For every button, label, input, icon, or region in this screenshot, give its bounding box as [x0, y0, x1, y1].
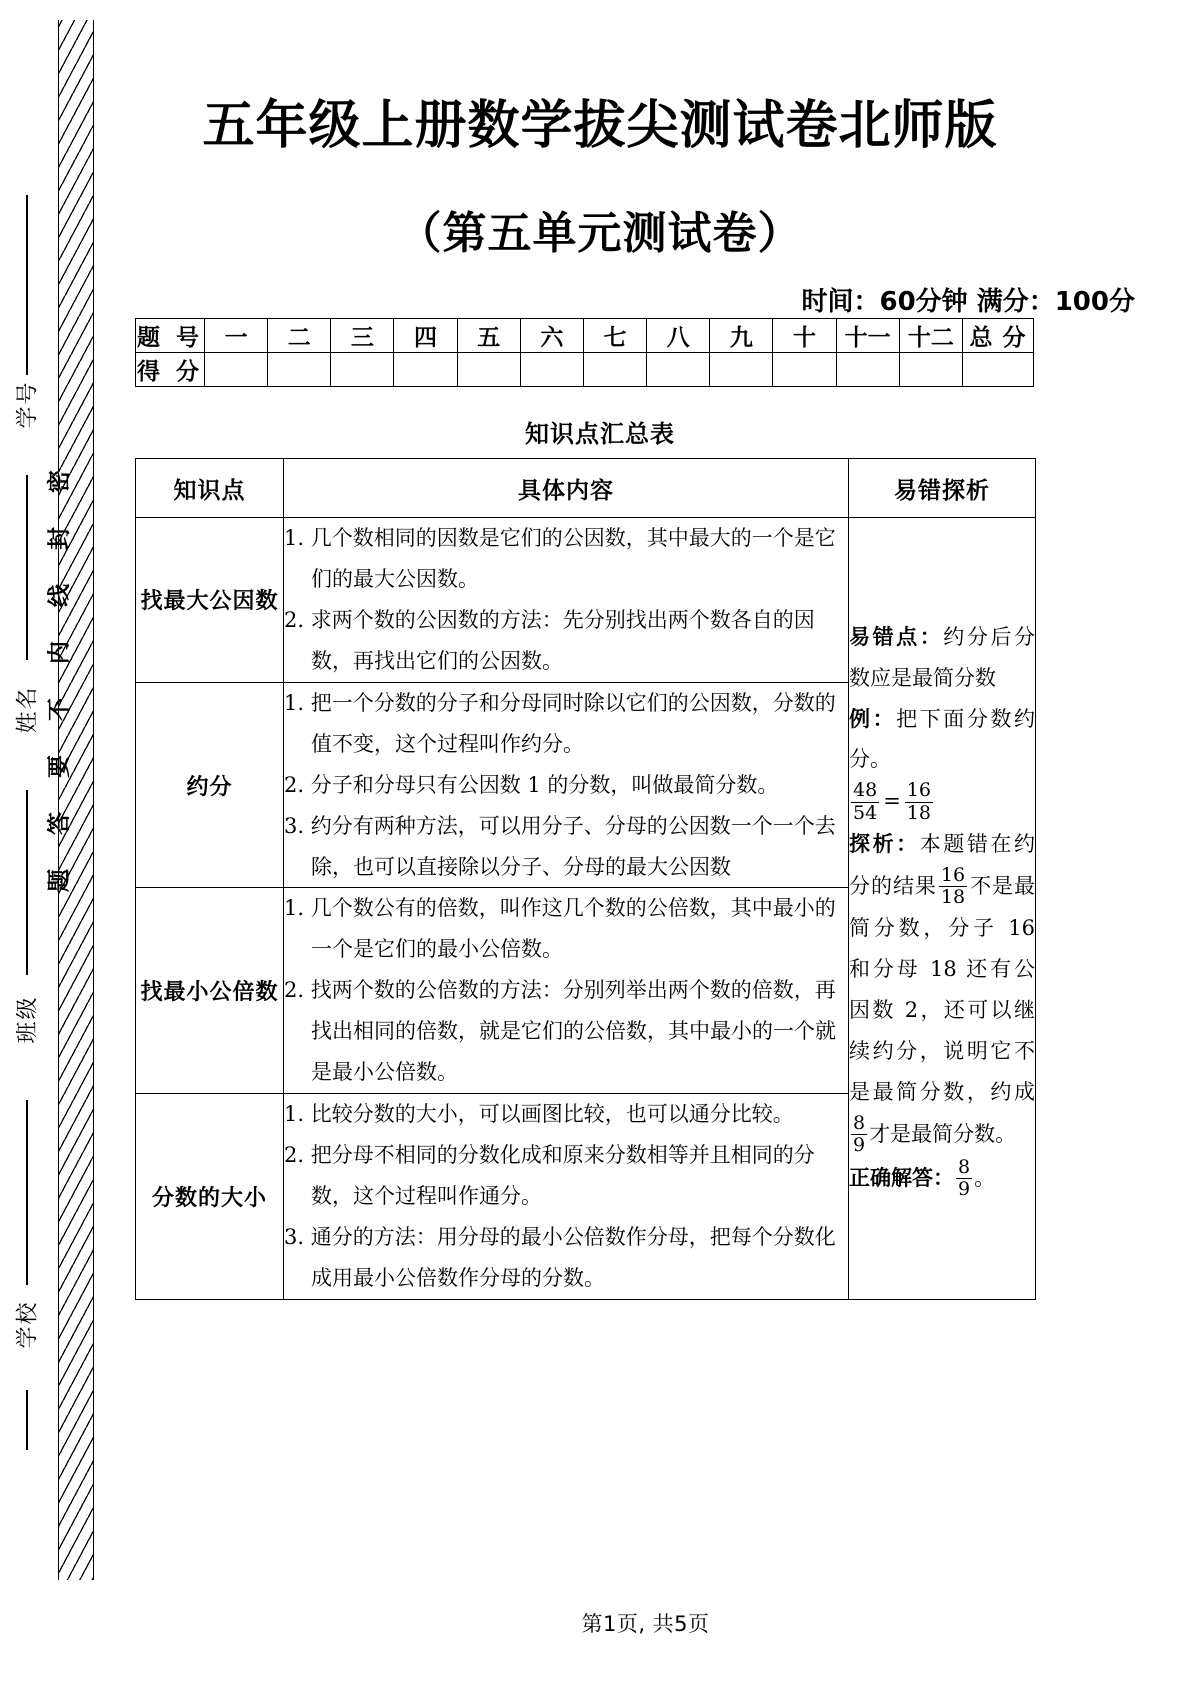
answer-period: 。 [974, 1165, 996, 1190]
correct-answer-paragraph [849, 1157, 1035, 1201]
score-total-header: 总 分 [963, 319, 1034, 353]
error-point-paragraph [849, 617, 1035, 699]
fraction-numerator: 48 [853, 779, 878, 802]
score-table [135, 318, 1034, 387]
student-field-xuexiao [6, 1300, 50, 1349]
table-header-row [136, 459, 1036, 518]
fraction-16-18-inline [939, 865, 967, 909]
fraction-denominator: 18 [906, 801, 931, 824]
score-col-header: 一 [205, 319, 268, 353]
analysis-label: 探析： [849, 830, 920, 856]
fraction-numerator: 8 [853, 1112, 866, 1135]
content-item: 1. 比较分数的大小，可以画图比较，也可以通分比较。 [284, 1102, 794, 1127]
col-header-point: 知识点 [136, 459, 284, 518]
content-item: 2. 求两个数的公因数的方法：先分别找出两个数各自的因数，再找出它们的公因数。 [284, 607, 815, 673]
exam-meta: 时间：60分钟 满分：100分 [801, 287, 1135, 317]
seal-line-char: 内 [45, 641, 73, 664]
student-field-xuehao [6, 380, 50, 429]
score-cell[interactable] [583, 353, 646, 387]
score-col-header: 七 [583, 319, 646, 353]
fraction-16-18 [905, 780, 933, 824]
content-item: 2. 找两个数的公倍数的方法：分别列举出两个数的倍数，再找出相同的倍数，就是它们的公倍数，其中最小的一个就是最小公倍数。 [284, 978, 836, 1085]
error-analysis-cell [849, 518, 1036, 1300]
col-header-error: 易错探析 [849, 459, 1036, 518]
fraction-8-9-inline [851, 1113, 867, 1157]
table-row [136, 518, 1036, 683]
score-col-header: 六 [520, 319, 583, 353]
student-field-label: 姓名 [15, 685, 41, 734]
student-field-rule [26, 1100, 28, 1285]
error-point-label: 易错点： [849, 623, 944, 649]
student-field-label: 学校 [15, 1300, 41, 1349]
content-item: 1. 把一个分数的分子和分母同时除以它们的公因数，分数的值不变，这个过程叫作约分。 [284, 690, 836, 756]
page-body [100, 0, 1191, 1684]
content-item: 1. 几个数公有的倍数，叫作这几个数的公倍数，其中最小的一个是它们的最小公倍数。 [284, 896, 836, 962]
student-field-rule [26, 195, 28, 375]
score-row-label: 题 号 [136, 319, 205, 353]
score-col-header: 十一 [836, 319, 899, 353]
score-cell[interactable] [268, 353, 331, 387]
score-cell[interactable] [647, 353, 710, 387]
fraction-denominator: 9 [958, 1177, 971, 1200]
seal-line-char: 密 [45, 470, 73, 493]
knowledge-point-content [284, 888, 849, 1094]
knowledge-point-content [284, 682, 849, 888]
table-row [136, 319, 1034, 353]
seal-line-char: 封 [45, 527, 73, 550]
seal-line-char: 题 [45, 869, 73, 892]
score-col-header: 九 [710, 319, 773, 353]
error-point-text: 约分后分数应是最简分数 [849, 624, 1036, 690]
content-item: 3. 约分有两种方法，可以用分子、分母的公因数一个一个去除，也可以直接除以分子、分母的最大公因数 [284, 813, 836, 879]
student-field-rule [26, 1390, 28, 1450]
knowledge-point-content [284, 1094, 849, 1300]
knowledge-point-name: 找最大公因数 [136, 518, 284, 683]
table-row [136, 353, 1034, 387]
score-col-header: 四 [394, 319, 457, 353]
seal-line-char: 线 [45, 584, 73, 607]
page-subtitle: （第五单元测试卷） [397, 207, 803, 259]
student-field-rule [26, 790, 28, 975]
score-total-cell[interactable] [963, 353, 1034, 387]
fraction-numerator: 8 [958, 1155, 971, 1178]
analysis-text-3: 才是最简分数。 [869, 1121, 1017, 1146]
knowledge-point-name: 分数的大小 [136, 1094, 284, 1300]
student-field-rule [26, 475, 28, 660]
fraction-numerator: 16 [906, 779, 931, 802]
student-field-label: 学号 [15, 380, 41, 429]
knowledge-point-content [284, 518, 849, 683]
score-col-header: 五 [457, 319, 520, 353]
student-field-xingming [6, 685, 50, 734]
knowledge-table-caption: 知识点汇总表 [525, 420, 675, 448]
score-cell[interactable] [899, 353, 962, 387]
content-item: 3. 通分的方法：用分母的最小公倍数作分母，把每个分数化成用最小公倍数作分母的分数。 [284, 1224, 836, 1290]
fraction-8-9-answer [956, 1157, 972, 1201]
analysis-text-1: 本题错在约分的结果 [849, 831, 1036, 898]
seal-line-text [44, 470, 74, 926]
fraction-denominator: 54 [853, 801, 878, 824]
score-col-header: 二 [268, 319, 331, 353]
score-cell[interactable] [394, 353, 457, 387]
student-field-banji [6, 995, 50, 1044]
score-col-header: 十 [773, 319, 836, 353]
fraction-denominator: 18 [940, 886, 966, 909]
error-analysis-paragraph [849, 824, 1035, 1157]
knowledge-point-name: 找最小公倍数 [136, 888, 284, 1094]
fraction-48-54 [851, 780, 879, 824]
answer-label: 正确解答： [849, 1164, 954, 1190]
error-example-paragraph [849, 699, 1035, 781]
score-cell[interactable] [520, 353, 583, 387]
score-cell[interactable] [331, 353, 394, 387]
score-col-header: 八 [647, 319, 710, 353]
knowledge-table [135, 458, 1036, 1300]
score-cell[interactable] [457, 353, 520, 387]
equals-sign: = [883, 789, 901, 814]
error-example-equation [849, 780, 1035, 824]
score-row-label: 得 分 [136, 353, 205, 387]
fraction-numerator: 16 [940, 863, 966, 886]
seal-line-char: 要 [45, 755, 73, 778]
content-item: 2. 把分母不相同的分数化成和原来分数相等并且相同的分数，这个过程叫作通分。 [284, 1143, 815, 1208]
score-cell[interactable] [836, 353, 899, 387]
student-field-label: 班级 [15, 995, 41, 1044]
knowledge-point-name: 约分 [136, 682, 284, 888]
seal-line-char: 不 [45, 698, 73, 721]
score-col-header: 十二 [899, 319, 962, 353]
col-header-content: 具体内容 [284, 459, 849, 518]
score-cell[interactable] [773, 353, 836, 387]
error-example-text: 把下面分数约分。 [849, 706, 1036, 772]
content-item: 2. 分子和分母只有公因数 1 的分数，叫做最简分数。 [284, 772, 779, 797]
error-example-label: 例： [849, 705, 897, 731]
seal-line-char: 答 [45, 812, 73, 835]
fraction-denominator: 9 [853, 1134, 866, 1157]
score-col-header: 三 [331, 319, 394, 353]
seal-sidebar [0, 0, 100, 1684]
score-cell[interactable] [710, 353, 773, 387]
page-title: 五年级上册数学拔尖测试卷北师版 [202, 95, 998, 156]
score-cell[interactable] [205, 353, 268, 387]
content-item: 1. 几个数相同的因数是它们的公因数，其中最大的一个是它们的最大公因数。 [284, 526, 836, 591]
page-footer: 第1页, 共5页 [581, 1612, 710, 1636]
analysis-text-2: 不是最简分数，分子 16 和分母 18 还有公因数 2，还可以继续约分，说明它不是最简分数，约成 [849, 873, 1036, 1105]
